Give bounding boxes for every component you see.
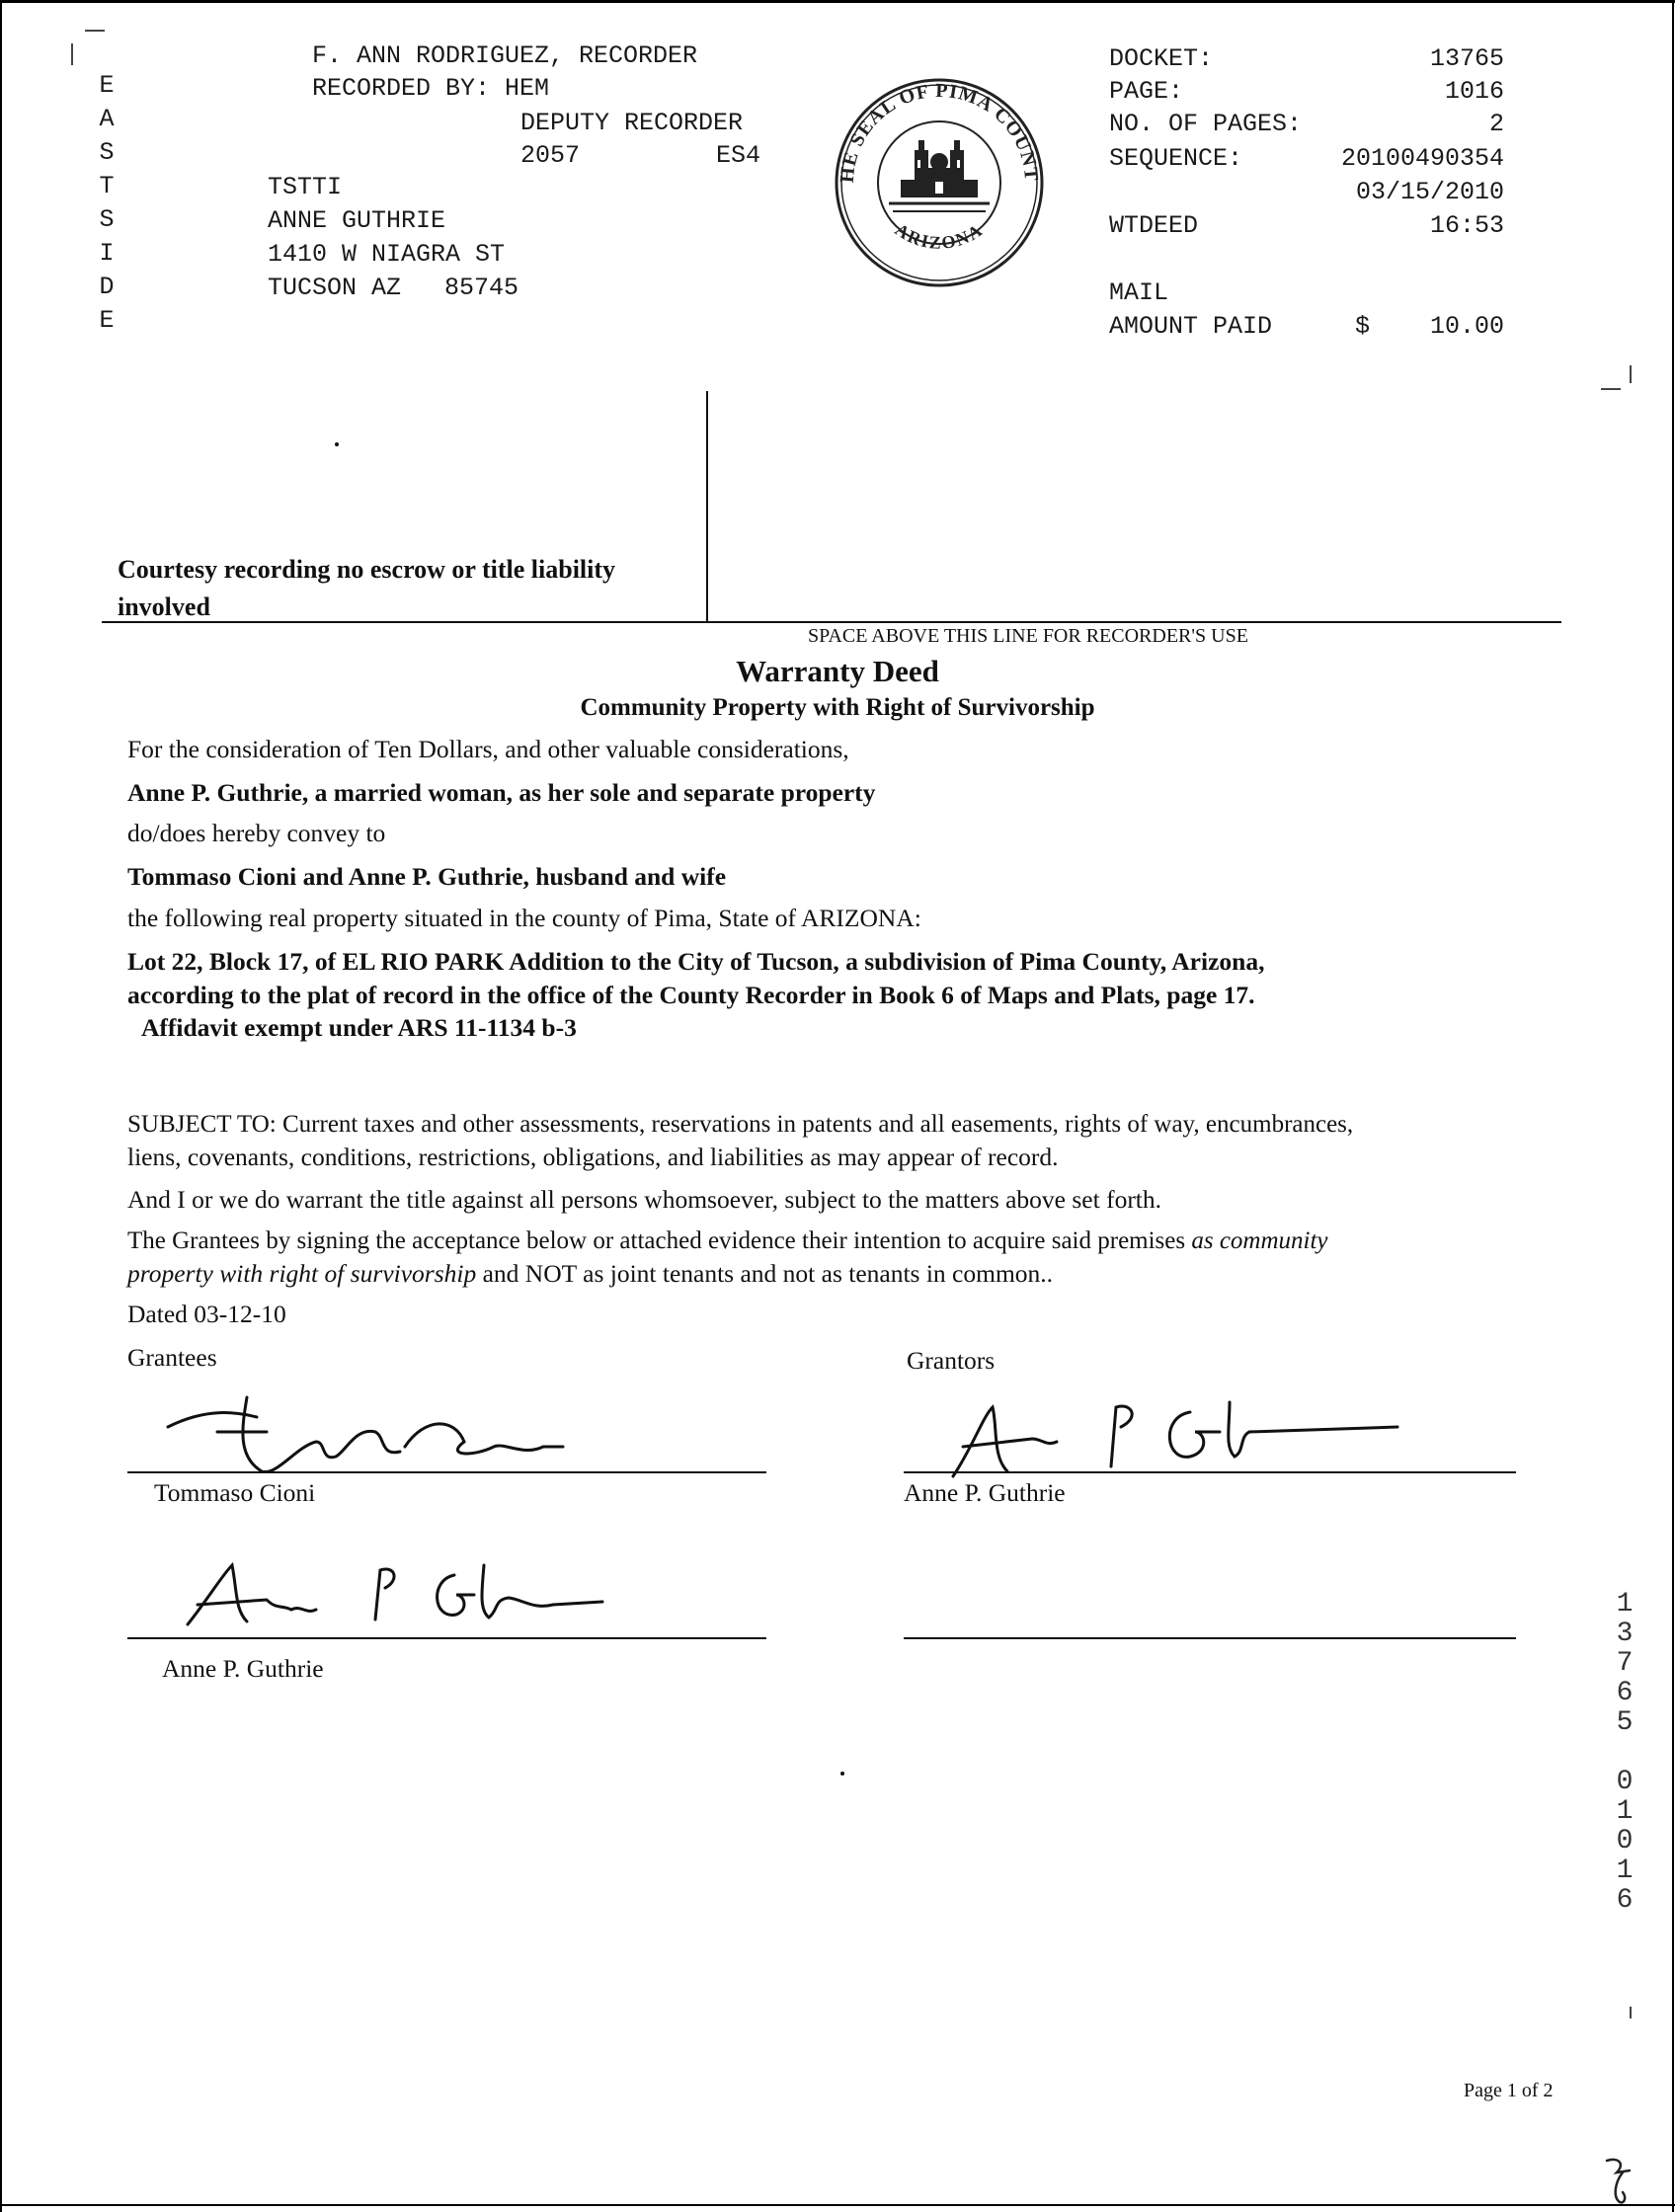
vertical-digit: 3	[1616, 1619, 1634, 1649]
warranty-text: And I or we do warrant the title against all persons whomsoever, subject to the matters above set forth.	[127, 1185, 1162, 1214]
mail-label: MAIL	[1109, 278, 1169, 307]
currency-symbol: $	[1355, 312, 1371, 341]
scan-mark-right-tick	[1630, 365, 1632, 383]
vertical-digit	[1613, 1738, 1636, 1768]
scan-mark-right	[1601, 388, 1621, 390]
grantee-1-name: Tommaso Cioni	[154, 1478, 316, 1507]
margin-tick	[1630, 2007, 1632, 2018]
side-letter: S	[99, 205, 115, 234]
grantees-statement-1a: The Grantees by signing the acceptance below or attached evidence their intention to acquire said premises	[127, 1227, 1192, 1254]
mail-code: TSTTI	[268, 173, 343, 201]
grantee-2-signature-line	[127, 1637, 766, 1639]
grantee-description: Tommaso Cioni and Anne P. Guthrie, husband and wife	[127, 862, 727, 891]
county-seal-graphic	[832, 77, 1047, 288]
svg-text:ARIZONA	[892, 219, 987, 253]
vertical-digit: 6	[1616, 1885, 1634, 1916]
consideration-text: For the consideration of Ten Dollars, and other valuable considerations,	[127, 735, 849, 763]
subject-to-2: liens, covenants, conditions, restrictions, obligations, and liabilities as may appear of record.	[127, 1143, 1059, 1171]
legal-description-2: according to the plat of record in the office of the County Recorder in Book 6 of Maps and Plats, page 17.	[127, 981, 1255, 1009]
side-letter: A	[99, 105, 115, 133]
stray-dot	[840, 1772, 844, 1776]
recorder-dot	[335, 442, 339, 446]
recording-date: 03/15/2010	[1355, 178, 1504, 206]
side-letter: D	[99, 273, 115, 301]
page-label: PAGE:	[1109, 77, 1184, 106]
amount-paid-value: 10.00	[1429, 312, 1504, 341]
convey-text: do/does hereby convey to	[127, 819, 386, 847]
left-border	[0, 0, 2, 2212]
right-border	[1672, 0, 1674, 2212]
side-letter: T	[99, 172, 115, 200]
grantees-statement-1b: as community	[1191, 1227, 1328, 1254]
recording-time: 16:53	[1429, 211, 1504, 240]
mail-city-state: TUCSON AZ	[268, 274, 402, 302]
grantees-statement-2	[127, 1259, 1053, 1289]
scan-mark-top-left	[85, 30, 105, 32]
side-letter: S	[99, 138, 115, 167]
grantor-1-signature-line	[904, 1471, 1516, 1473]
side-letter: E	[99, 71, 115, 100]
county-seal	[832, 77, 1047, 288]
mail-zip: 85745	[444, 274, 519, 302]
docket-label: DOCKET:	[1109, 44, 1214, 73]
grantees-statement-1	[127, 1227, 1328, 1255]
page-indicator: Page 1 of 2	[1464, 2080, 1554, 2101]
space-above-notice: SPACE ABOVE THIS LINE FOR RECORDER'S USE	[808, 625, 1248, 647]
vertical-digit: 1	[1616, 1589, 1634, 1620]
mail-name: ANNE GUTHRIE	[268, 206, 446, 235]
sequence-value: 20100490354	[1340, 144, 1504, 173]
scan-mark-left	[71, 43, 73, 65]
top-border	[0, 0, 1675, 3]
vertical-docket-page	[1613, 1590, 1636, 1916]
sequence-label: SEQUENCE:	[1109, 144, 1243, 173]
situated-text: the following real property situated in the county of Pima, State of ARIZONA:	[127, 904, 921, 932]
seal-top-text: HE SEAL OF PIMA COUNT	[836, 79, 1043, 184]
legal-description-1: Lot 22, Block 17, of EL RIO PARK Addition to the City of Tucson, a subdivision of Pima County, Arizona,	[127, 947, 1265, 976]
subject-to-1: SUBJECT TO: Current taxes and other assessments, reservations in patents and all easements, rights of way, encumbrances,	[127, 1111, 1354, 1138]
grantees-label: Grantees	[127, 1343, 217, 1372]
courtesy-recording-line2: involved	[118, 592, 210, 621]
seal-bottom-text: ARIZONA	[891, 219, 988, 253]
dated-text: Dated 03-12-10	[127, 1300, 286, 1328]
legal-description-3: Affidavit exempt under ARS 11-1134 b-3	[141, 1013, 577, 1042]
vertical-digit: 5	[1616, 1707, 1634, 1738]
pages-count-label: NO. OF PAGES:	[1109, 110, 1303, 138]
vertical-digit: 1	[1616, 1796, 1634, 1827]
pages-count-value: 2	[1488, 110, 1504, 138]
recorder-box-divider	[706, 391, 708, 621]
station-code: 2057	[520, 141, 581, 170]
grantor-2-signature-line	[904, 1637, 1516, 1639]
grantors-label: Grantors	[907, 1346, 996, 1375]
courtesy-recording-line1: Courtesy recording no escrow or title liability	[118, 555, 616, 584]
grantees-statement-2b: and NOT as joint tenants and not as tenants in common..	[476, 1259, 1054, 1288]
handwritten-mark	[1595, 2153, 1644, 2207]
side-letter: I	[99, 239, 115, 268]
deed-subtitle: Community Property with Right of Survivorship	[580, 694, 1095, 721]
grantees-statement-2a: property with right of survivorship	[127, 1259, 477, 1288]
side-letter: E	[99, 306, 115, 335]
vertical-digit: 7	[1616, 1648, 1634, 1679]
eastside-vertical-letters	[95, 69, 119, 338]
grantee-2-signature	[178, 1550, 652, 1639]
grantee-1-signature-line	[127, 1471, 766, 1473]
vertical-digit: 0	[1616, 1826, 1634, 1856]
vertical-digit: 0	[1616, 1767, 1634, 1797]
grantor-description: Anne P. Guthrie, a married woman, as her sole and separate property	[127, 778, 876, 807]
mail-street: 1410 W NIAGRA ST	[268, 240, 506, 269]
grantor-1-name: Anne P. Guthrie	[904, 1478, 1066, 1507]
recorder-use-line	[102, 621, 1561, 623]
grantee-2-name: Anne P. Guthrie	[162, 1654, 324, 1683]
recorder-name: F. ANN RODRIGUEZ, RECORDER	[312, 41, 698, 70]
vertical-digit: 1	[1616, 1856, 1634, 1886]
amount-paid-label: AMOUNT PAID	[1109, 312, 1273, 341]
page-value: 1016	[1444, 77, 1504, 106]
station-sub: ES4	[716, 141, 761, 170]
docket-value: 13765	[1429, 44, 1504, 73]
document-type: WTDEED	[1109, 211, 1199, 240]
vertical-digit: 6	[1616, 1678, 1634, 1708]
bottom-border	[0, 2204, 1675, 2206]
deputy-recorder: DEPUTY RECORDER	[520, 109, 744, 137]
recorded-by: RECORDED BY: HEM	[312, 74, 550, 103]
deed-title: Warranty Deed	[736, 654, 939, 688]
